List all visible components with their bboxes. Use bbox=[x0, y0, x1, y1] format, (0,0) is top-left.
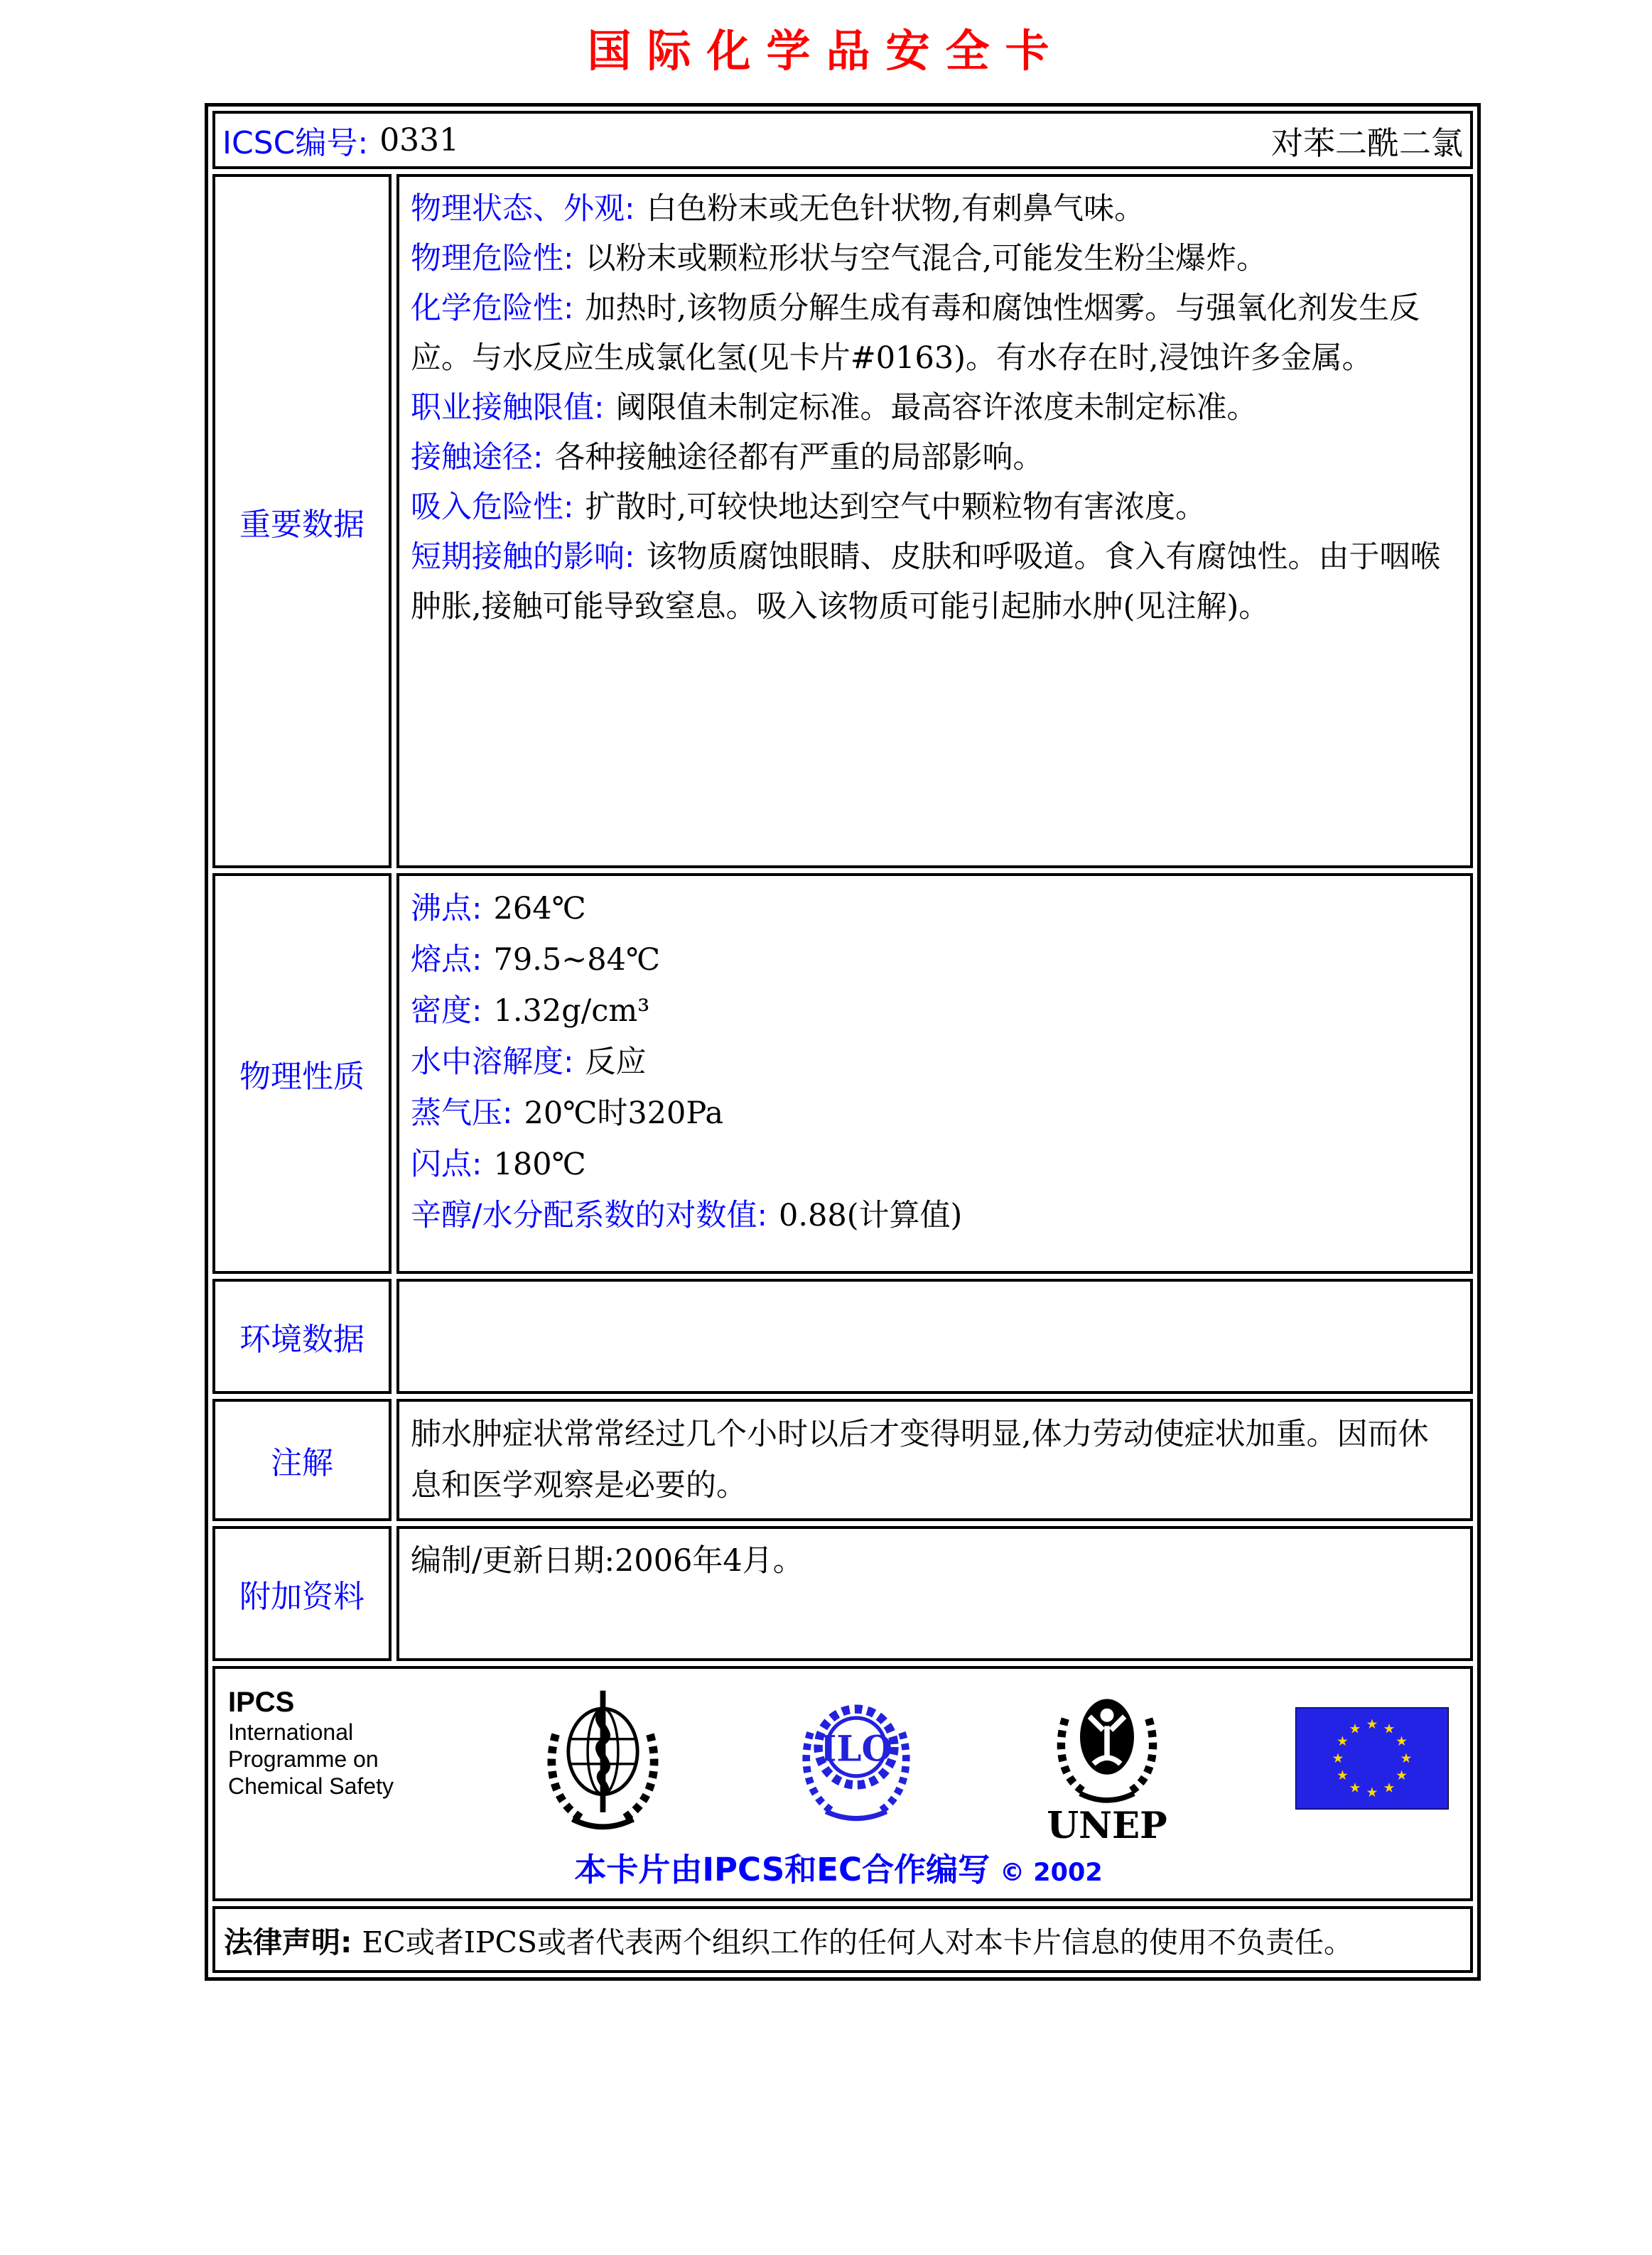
physical-property-item bbox=[411, 883, 1459, 934]
unep-text: UNEP bbox=[1047, 1805, 1167, 1842]
physical-property-item bbox=[411, 1139, 1459, 1190]
field-label: 职业接触限值: bbox=[411, 390, 605, 426]
header-row bbox=[212, 111, 1473, 169]
field-value: 阈限值未制定标准。最高容许浓度未制定标准。 bbox=[615, 390, 1258, 426]
field-label: 密度: bbox=[411, 993, 482, 1029]
field-label: 短期接触的影响: bbox=[411, 539, 635, 575]
additional-info-row bbox=[212, 1526, 1473, 1661]
physical-properties-section-label: 物理性质 bbox=[212, 873, 392, 1274]
environmental-data-content bbox=[396, 1279, 1473, 1394]
field-label: 物理状态、外观: bbox=[411, 191, 635, 227]
notes-row bbox=[212, 1399, 1473, 1521]
notes-text: 肺水肿症状常常经过几个小时以后才变得明显,体力劳动使症状加重。因而休息和医学观察是必要的。 bbox=[411, 1417, 1429, 1503]
additional-info-content: 编制/更新日期:2006年4月。 bbox=[396, 1526, 1473, 1661]
cooperation-text: 本卡片由IPCS和EC合作编写 bbox=[574, 1851, 990, 1888]
physical-property-item bbox=[411, 934, 1459, 985]
important-data-section-label: 重要数据 bbox=[212, 174, 392, 868]
chemical-name: 对苯二酰二氯 bbox=[1270, 124, 1463, 162]
field-label: 闪点: bbox=[411, 1147, 482, 1182]
unep-logo bbox=[1040, 1675, 1175, 1842]
field-value: 180℃ bbox=[493, 1147, 586, 1182]
field-label: 水中溶解度: bbox=[411, 1044, 574, 1080]
field-label: 化学危险性: bbox=[411, 291, 574, 326]
logos-row bbox=[228, 1675, 1449, 1842]
icsc-number-label: ICSC编号: bbox=[222, 125, 369, 161]
eu-flag bbox=[1295, 1707, 1449, 1810]
important-data-item bbox=[411, 184, 1459, 234]
notes-content bbox=[396, 1399, 1473, 1521]
icsc-number-value: 0331 bbox=[379, 121, 460, 158]
physical-properties-row bbox=[212, 873, 1473, 1274]
important-data-row bbox=[212, 174, 1473, 868]
attribution-cell bbox=[212, 1666, 1473, 1901]
important-data-item bbox=[411, 433, 1459, 482]
legal-row bbox=[212, 1906, 1473, 1973]
field-value: 扩散时,可较快地达到空气中颗粒物有害浓度。 bbox=[585, 490, 1206, 525]
field-value: 264℃ bbox=[493, 891, 586, 926]
important-data-item bbox=[411, 482, 1459, 532]
ipcs-title: IPCS bbox=[228, 1687, 295, 1718]
important-data-item bbox=[411, 532, 1459, 632]
field-label: 沸点: bbox=[411, 891, 482, 926]
ipcs-line: Programme on bbox=[228, 1746, 379, 1772]
ipcs-text-block bbox=[228, 1675, 413, 1800]
copyright-text: © 2002 bbox=[1000, 1859, 1103, 1887]
field-label: 蒸气压: bbox=[411, 1096, 513, 1131]
cooperation-line bbox=[228, 1842, 1449, 1896]
safety-card bbox=[205, 103, 1481, 1981]
physical-property-item bbox=[411, 1037, 1459, 1088]
important-data-content bbox=[396, 174, 1473, 868]
important-data-item bbox=[411, 234, 1459, 283]
field-value: 20℃时320Pa bbox=[524, 1096, 724, 1131]
who-logo bbox=[534, 1682, 672, 1834]
field-value: 0.88(计算值) bbox=[778, 1198, 963, 1233]
field-value: 白色粉末或无色针状物,有刺鼻气味。 bbox=[646, 191, 1145, 227]
physical-property-item bbox=[411, 1190, 1459, 1241]
attribution-row bbox=[212, 1666, 1473, 1901]
icsc-number-group bbox=[222, 117, 459, 163]
field-value: 1.32g/cm³ bbox=[493, 993, 650, 1029]
physical-property-item bbox=[411, 985, 1459, 1037]
important-data-item bbox=[411, 283, 1459, 383]
notes-section-label: 注解 bbox=[212, 1399, 392, 1521]
field-value: 以粉末或颗粒形状与空气混合,可能发生粉尘爆炸。 bbox=[585, 241, 1268, 276]
field-value: 反应 bbox=[585, 1044, 647, 1080]
field-value: 各种接触途径都有严重的局部影响。 bbox=[554, 440, 1044, 475]
physical-property-item bbox=[411, 1088, 1459, 1139]
additional-info-section-label: 附加资料 bbox=[212, 1526, 392, 1661]
field-label: 熔点: bbox=[411, 942, 482, 978]
field-value: 该物质腐蚀眼睛、皮肤和呼吸道。食入有腐蚀性。由于咽喉肿胀,接触可能导致窒息。吸入该物质可能引起肺水肿(见注解)。 bbox=[411, 539, 1441, 624]
physical-properties-content bbox=[396, 873, 1473, 1274]
field-label: 物理危险性: bbox=[411, 241, 574, 276]
important-data-item bbox=[411, 383, 1459, 433]
field-label: 接触途径: bbox=[411, 440, 544, 475]
field-label: 吸入危险性: bbox=[411, 490, 574, 525]
page-title: 国际化学品安全卡 bbox=[587, 25, 1065, 77]
legal-cell bbox=[212, 1906, 1473, 1973]
ipcs-line: Chemical Safety bbox=[228, 1773, 394, 1799]
field-value: 加热时,该物质分解生成有毒和腐蚀性烟雾。与强氧化剂发生反应。与水反应生成氯化氢(见卡片#0163)。有水存在时,浸蚀许多金属。 bbox=[411, 291, 1420, 376]
ilo-text: ILO bbox=[819, 1727, 892, 1770]
legal-label: 法律声明: bbox=[224, 1925, 352, 1959]
field-label: 辛醇/水分配系数的对数值: bbox=[411, 1198, 767, 1233]
field-value: 79.5~84℃ bbox=[493, 942, 661, 978]
legal-text: EC或者IPCS或者代表两个组织工作的任何人对本卡片信息的使用不负责任。 bbox=[362, 1925, 1353, 1959]
environmental-data-row bbox=[212, 1279, 1473, 1394]
header-cell bbox=[212, 111, 1473, 169]
ilo-logo bbox=[793, 1689, 919, 1828]
ipcs-line: International bbox=[228, 1719, 354, 1745]
environmental-data-section-label: 环境数据 bbox=[212, 1279, 392, 1394]
